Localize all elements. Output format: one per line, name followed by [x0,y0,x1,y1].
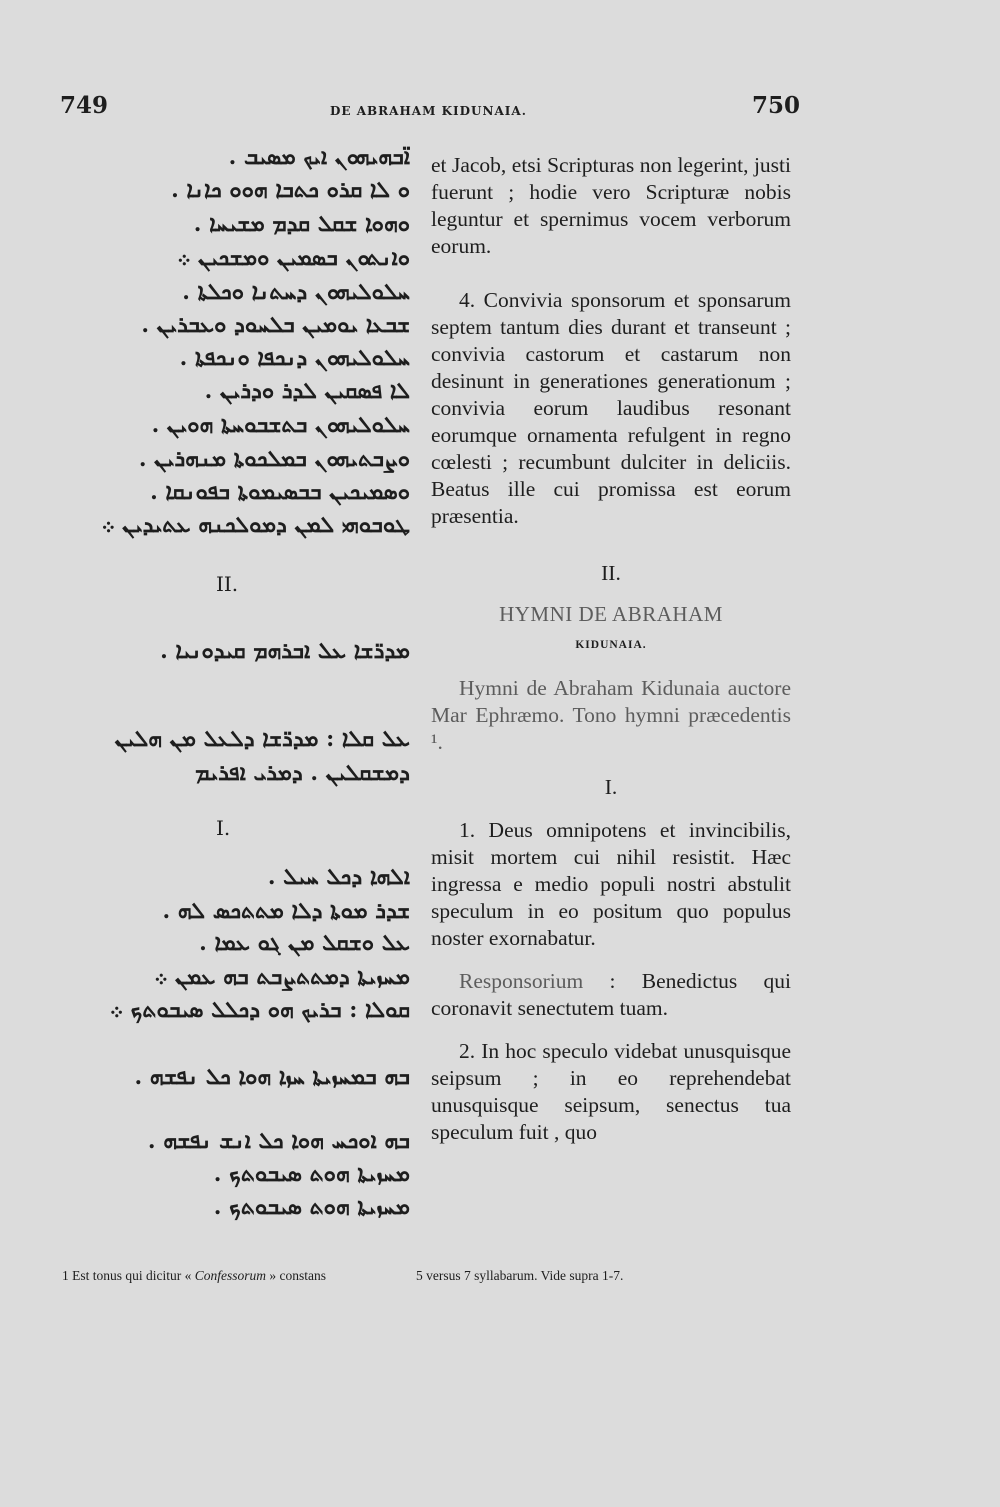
latin-paragraph: 1. Deus omnipotens et invincibilis, misit mortem cui nihil resistit. Hæc ingressa e medio populi nostri abstulit speculum in eo positum quo populus noster exornabatur. [431,818,791,950]
syriac-line: ܩܘܠܐ : ܒܪܝܟ ܗܘ ܕܟܠܠ ܣܝܒܘܬܟ ܀ [109,997,410,1023]
syriac-line: ܘܣܡܝܟܝܢ ܒܒܣܝܡܘܬܐ ܒܦܘܢܩܐ . [150,479,410,505]
syriac-section-i: I. [216,816,231,840]
footnote-left [62,1268,326,1284]
syriac-hymn-title: ܡܕܪ̈ܫܐ ܥܠ ܐܒܪܗܡ ܩܝܕܘܢܝܐ . [160,638,410,664]
syriac-line: ܫܕܪ ܡܘܬܐ ܕܠܐ ܡܬܬܟܣ ܠܗ . [162,898,410,924]
latin-paragraph: 2. In hoc speculo videbat unusquisque seipsum ; in eo reprehendebat unusquisque seipsum, senectus tua speculum fuit , quo [431,1039,791,1144]
syriac-line: ܛܘܒܘܗܝ ܠܡܢ ܕܡܘܠܟܢܗ ܥܬܝܕܝܢ ܀ [101,512,410,538]
hymn-title: HYMNI DE ABRAHAM [499,602,723,626]
syriac-line: ܘ ܠܐ ܩܪܘ ܟܬܒܐ ܗܘܘ ܟܐܢܐ . [171,177,410,203]
syriac-line: ܡܚܙܝܬܐ ܕܡܬܬܨܒܬ ܒܗ ܥܡܢ ܀ [154,964,410,990]
syriac-line: ܚܠܘܠܝܗܘܢ ܕܢܟܦܐ ܘܢܟܦܬܐ . [179,345,410,371]
syriac-line: ܘܗܘܐ ܫܩܠ ܩܕܡ ܡܫܝܚܐ . [193,211,410,237]
syriac-line: ܒܗ ܐܘܟܚ ܗܘܐ ܟܠ ܐܢܫ ܢܦܫܗ . [147,1128,410,1154]
page-number-left: 749 [60,92,109,119]
footnote-right: 5 versus 7 syllabarum. Vide supra 1-7. [416,1268,624,1283]
footnote-text: 1 Est tonus qui dicitur « [62,1268,195,1283]
responsorium [431,968,791,1022]
page-number-right: 750 [752,92,801,119]
syriac-line: ܘܨܒܬܝܗܘܢ ܒܡܠܟܘܬܐ ܡܢܗܪܝܢ . [138,446,410,472]
syriac-line: ܡܚܙܝܬܐ ܗܘܬ ܣܝܒܘܬܟ . [213,1161,410,1187]
syriac-line: ܘܐܢܬܘܢ ܒܣܡܝܢ ܘܡܫܟܝܢ ܀ [177,245,410,271]
syriac-hymn-intro: ܥܠ ܩܠܐ : ܡܕܪ̈ܫܐ ܕܠܥܠ ܡܢ ܗܠܝܢ ܕܡܫܩܠܝܢ . ܕܡܪܝ ܐܦܪܝܡ [114,726,410,786]
latin-paragraph: 4. Convivia sponsorum et sponsarum septem tantum dies durant et transeunt ; convivia castorum et castarum non desinunt in generationes generationum ; convivia eorum laudibus resonant eorumque ornamenta refulgent in regno cœlesti ; recumbunt dulciter in deliciis. Beatus ille cui promissa est eorum præsentia. [431,288,791,528]
syriac-line: ܚܠܘܠܝܗܘܢ ܒܬܫܒܘܚܬܐ ܗܘܝܢ . [151,412,410,438]
latin-section-i: I. [604,775,618,799]
syriac-line: ܠܐ ܦܣܩܝܢ ܠܕܪ ܘܕܪܝܢ . [204,378,410,404]
syriac-line: ܐܠܗܐ ܕܟܠ ܚܝܠ . [267,864,410,890]
syriac-section-ii: II. [216,572,239,596]
latin-section-ii: II. [601,561,621,585]
hymn-intro: Hymni de Abraham Kidunaia auctore Mar Ephræmo. Tono hymni præcedentis ¹. [431,676,791,754]
footnote-italic: Confessorum [194,1268,267,1283]
running-title: DE ABRAHAM KIDUNAIA. [330,104,527,118]
syriac-line: ܚܠܘܠܝܗܘܢ ܕܚܬܢܐ ܘܟܠܬܐ . [182,279,410,305]
responsorium-label: Responsorium [459,969,584,993]
footnote-text: » constans [266,1268,327,1283]
syriac-line: ܡܚܙܝܬܐ ܗܘܬ ܣܝܒܘܬܟ . [213,1194,410,1220]
hymn-subtitle: KIDUNAIA. [575,639,647,651]
syriac-line: ܫܒܥܐ ܝܘܡܝܢ ܒܠܚܘܕ ܘܥܒܪܝܢ . [141,312,410,338]
syriac-line: ܐ̈ܒܗܝܗܘܢ ܐܝܟ ܡܣܝܒ . [228,144,410,170]
latin-paragraph: et Jacob, etsi Scripturas non legerint, justi fuerunt ; hodie vero Scripturæ nobis leguntur et spernimus vocem verborum eorum. [431,153,791,258]
syriac-line: ܥܠ ܘܫܩܠ ܡܢ ܓܘ ܥܡܐ . [199,930,410,956]
latin-column [431,152,791,1146]
syriac-responsorium: ܒܗ ܒܡܚܙܝܬܐ ܚܙܐ ܗܘܐ ܟܠ ܢܦܫܗ . [134,1064,410,1090]
responsorium-text: : Benedictus qui coronavit senectutem tuam. [431,969,791,1020]
